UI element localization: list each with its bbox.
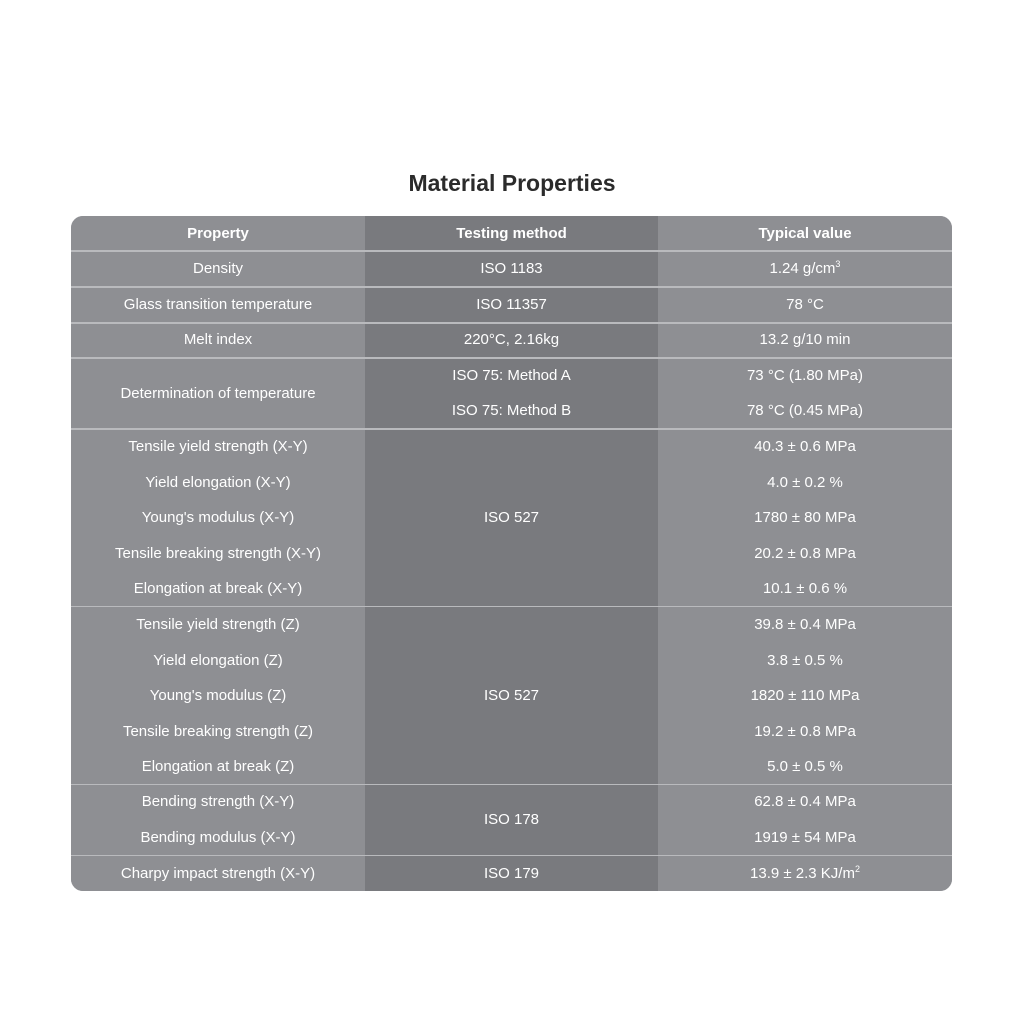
cell-value-yield-elong-xy: 4.0 ± 0.2 % [767, 473, 843, 491]
cell-value-yield-elong-z: 3.8 ± 0.5 % [767, 651, 843, 669]
cell-property-bending-modulus: Bending modulus (X-Y) [140, 828, 296, 846]
cell-value-tensile-xy: 40.3 ± 0.6 MPa [754, 438, 856, 455]
charpy-value-text: 13.9 ± 2.3 KJ/m [750, 864, 855, 882]
density-value-superscript: 3 [835, 259, 841, 269]
cell-value-b: 78 °C (0.45 MPa) [746, 402, 864, 419]
cell-property-charpy: Charpy impact strength (X-Y) [120, 864, 316, 882]
cell-property-breaking-z: Tensile breaking strength (Z) [122, 722, 314, 740]
cell-method-glass: ISO 11357 [476, 296, 547, 313]
cell-value-elong-break-xy: 10.1 ± 0.6 % [762, 580, 848, 597]
cell-property-elong-break-xy: Elongation at break (X-Y) [133, 580, 303, 597]
header-property: Property [187, 225, 249, 242]
cell-method-bending: ISO 178 [483, 811, 540, 828]
density-value-text: 1.24 g/cm [769, 260, 836, 277]
cell-property-tensile-xy: Tensile yield strength (X-Y) [128, 438, 308, 455]
cell-property-determination: Determination of temperature [120, 385, 316, 402]
cell-value-charpy [658, 856, 952, 892]
cell-value-youngs-xy: 1780 ± 80 MPa [754, 509, 856, 526]
cell-property-density: Density [192, 260, 244, 277]
cell-value-tensile-z: 39.8 ± 0.4 MPa [754, 616, 856, 633]
cell-property-elong-break-z: Elongation at break (Z) [141, 758, 295, 775]
cell-method-density: ISO 1183 [480, 260, 543, 277]
cell-property-yield-elong-xy: Yield elongation (X-Y) [145, 473, 291, 491]
cell-value-glass: 78 °C [786, 296, 824, 313]
cell-property-melt: Melt index [183, 331, 253, 348]
cell-value-bending-modulus: 1919 ± 54 MPa [754, 828, 856, 846]
cell-property-yield-elong-z: Yield elongation (Z) [153, 651, 283, 669]
cell-method-charpy: ISO 179 [483, 864, 540, 882]
page-title: Material Properties [408, 170, 616, 196]
cell-method-a: ISO 75: Method A [452, 367, 571, 384]
cell-value-breaking-z: 19.2 ± 0.8 MPa [754, 722, 856, 740]
cell-value-density [658, 251, 952, 287]
cell-value-elong-break-z: 5.0 ± 0.5 % [767, 758, 843, 775]
header-testing-method: Testing method [456, 225, 567, 242]
cell-property-youngs-xy: Young's modulus (X-Y) [141, 509, 295, 526]
cell-property-breaking-xy: Tensile breaking strength (X-Y) [115, 544, 321, 562]
cell-value-breaking-xy: 20.2 ± 0.8 MPa [754, 544, 856, 562]
cell-value-bending-strength: 62.8 ± 0.4 MPa [754, 793, 856, 810]
cell-method-tensile-z: ISO 527 [483, 687, 540, 704]
cell-property-tensile-z: Tensile yield strength (Z) [136, 616, 300, 633]
cell-value-melt: 13.2 g/10 min [759, 331, 851, 348]
cell-method-b: ISO 75: Method B [451, 402, 572, 419]
table-header-row [71, 216, 952, 251]
cell-property-youngs-z: Young's modulus (Z) [149, 687, 287, 704]
cell-method-tensile-xy: ISO 527 [483, 509, 540, 526]
cell-property-glass: Glass transition temperature [123, 296, 313, 313]
cell-value-a: 73 °C (1.80 MPa) [746, 367, 864, 384]
charpy-value-superscript: 2 [854, 863, 860, 874]
cell-property-bending-strength: Bending strength (X-Y) [141, 793, 295, 810]
header-typical-value: Typical value [758, 225, 852, 242]
cell-method-melt: 220°C, 2.16kg [463, 331, 560, 348]
material-properties-table [71, 216, 952, 891]
cell-value-youngs-z: 1820 ± 110 MPa [750, 687, 860, 704]
